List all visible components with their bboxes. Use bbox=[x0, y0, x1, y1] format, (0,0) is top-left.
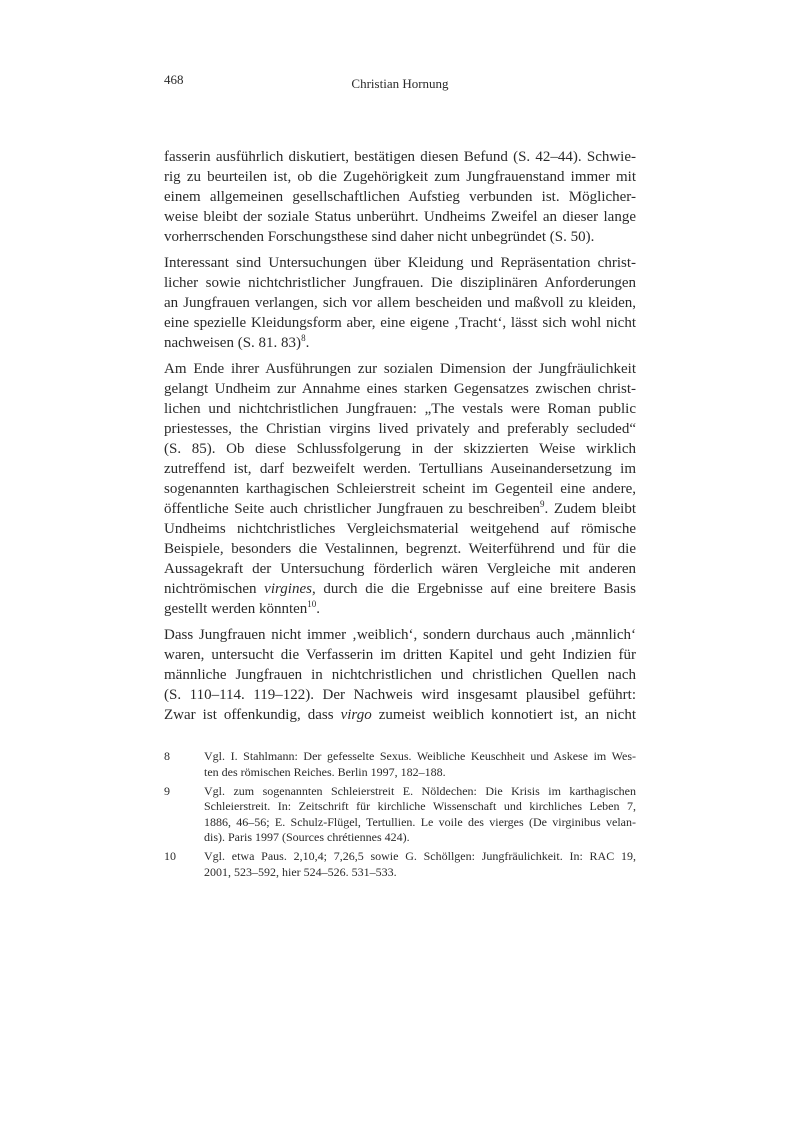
paragraph bbox=[164, 625, 636, 725]
text-line bbox=[164, 419, 636, 439]
footnote-line: 2001, 523–592, hier 524–526. 531–533. bbox=[204, 864, 397, 879]
text-line bbox=[164, 539, 636, 559]
italic-term: virgines bbox=[264, 581, 312, 597]
footnote-line: ten des römischen Reiches. Berlin 1997, 182–188. bbox=[204, 764, 446, 779]
text-line bbox=[164, 207, 636, 227]
text-line bbox=[164, 379, 636, 399]
text-segment: (S. 110–114. 119–122). Der Nachweis wird insgesamt plausibel geführt: bbox=[164, 687, 636, 703]
footnote-number: 9 bbox=[164, 783, 170, 798]
text-line bbox=[164, 459, 636, 479]
footnote-line: 1886, 46–56; E. Schulz-Flügel, Tertullien. Le voile des vierges (De virginibus velan- bbox=[204, 814, 636, 829]
text-segment: fasserin ausführlich diskutiert, bestätigen diesen Befund (S. 42–44). Schwie- bbox=[164, 149, 636, 165]
text-line bbox=[164, 665, 636, 685]
footnotes bbox=[164, 749, 636, 884]
text-segment: Aussagekraft der Untersuchung förderlich wären Vergleiche mit anderen bbox=[164, 561, 636, 577]
text-segment: lichen und nichtchristlichen Jungfrauen: „The vestals were Roman public bbox=[164, 401, 636, 417]
text-segment: licher sowie nichtchristlicher Jungfrauen. Die disziplinären Anforderungen bbox=[164, 275, 636, 291]
text-line bbox=[164, 599, 636, 619]
text-line bbox=[164, 187, 636, 207]
footnote-line: dis). Paris 1997 (Sources chrétiennes 424). bbox=[204, 830, 410, 844]
text-line bbox=[164, 313, 636, 333]
text-segment: vorherrschenden Forschungsthese sind daher nicht unbegründet (S. 50). bbox=[164, 229, 595, 245]
footnote-number: 10 bbox=[164, 849, 176, 863]
text-segment: . bbox=[305, 335, 310, 351]
text-segment: eine spezielle Kleidungsform aber, eine eigene ‚Tracht‘, lässt sich wohl nicht bbox=[164, 315, 636, 331]
text-line bbox=[164, 273, 636, 293]
text-line bbox=[164, 253, 636, 273]
footnote-line: Schleierstreit. In: Zeitschrift für kirchliche Wissenschaft und kirchliches Leben 7, bbox=[204, 799, 636, 813]
text-segment: gelangt Undheim zur Annahme eines starken Gegensatzes zwischen christ- bbox=[164, 381, 636, 397]
text-line bbox=[164, 645, 636, 665]
text-line bbox=[164, 705, 636, 725]
footnote bbox=[164, 784, 636, 846]
text-segment: (S. 85). Ob diese Schlussfolgerung in der skizzierten Weise wirklich bbox=[164, 441, 636, 457]
body-text bbox=[164, 147, 636, 731]
footnote-reference: 9 bbox=[540, 499, 545, 509]
footnote-line: Vgl. zum sogenannten Schleierstreit E. Nöldechen: Die Krisis im karthagischen bbox=[204, 783, 636, 798]
text-segment: männliche Jungfrauen in nichtchristlichen und christlichen Quellen nach bbox=[164, 667, 636, 683]
paragraph bbox=[164, 359, 636, 619]
text-segment: öffentliche Seite auch christlicher Jungfrauen zu beschreiben bbox=[164, 501, 541, 517]
footnote bbox=[164, 749, 636, 780]
text-line bbox=[164, 479, 636, 499]
footnote-number: 8 bbox=[164, 749, 170, 763]
text-segment: nachweisen (S. 81. 83) bbox=[164, 335, 302, 351]
text-line bbox=[164, 499, 636, 519]
text-segment: gestellt werden könnten bbox=[164, 601, 308, 617]
text-segment: nichtrömischen bbox=[164, 581, 265, 597]
text-segment: . Zudem bleibt bbox=[544, 501, 636, 517]
text-segment: sogenannten karthagischen Schleierstreit scheint im Gegenteil eine andere, bbox=[164, 481, 636, 497]
text-segment: Dass Jungfrauen nicht immer ‚weiblich‘, sondern durchaus auch ‚männlich‘ bbox=[164, 627, 636, 643]
text-line bbox=[164, 147, 636, 167]
text-line bbox=[164, 227, 636, 247]
text-segment: , durch die die Ergebnisse auf eine breitere Basis bbox=[311, 581, 636, 597]
text-segment: Am Ende ihrer Ausführungen zur sozialen Dimension der Jungfräulichkeit bbox=[164, 361, 636, 377]
text-line bbox=[164, 293, 636, 313]
text-line bbox=[164, 167, 636, 187]
text-segment: einem allgemeinen gesellschaftlichen Aufstieg verbunden ist. Möglicher- bbox=[164, 189, 636, 205]
text-segment: zumeist weiblich konnotiert ist, an nicht bbox=[371, 707, 636, 723]
italic-term: virgo bbox=[340, 707, 372, 723]
text-segment: weise bleibt der soziale Status unberührt. Undheims Zweifel an dieser lange bbox=[164, 209, 636, 225]
text-segment: zutreffend ist, darf bezweifelt werden. Tertullians Auseinandersetzung im bbox=[164, 461, 636, 477]
paragraph bbox=[164, 147, 636, 247]
text-line bbox=[164, 685, 636, 705]
running-head: Christian Hornung bbox=[351, 76, 449, 91]
text-line bbox=[164, 399, 636, 419]
text-line bbox=[164, 559, 636, 579]
text-line bbox=[164, 333, 636, 353]
text-segment: an Jungfrauen verlangen, sich vor allem bescheiden und maßvoll zu kleiden, bbox=[164, 295, 636, 311]
text-segment: Interessant sind Untersuchungen über Kleidung und Repräsentation christ- bbox=[164, 255, 636, 271]
text-segment: priestesses, the Christian virgins lived privately and preferably secluded“ bbox=[164, 421, 636, 437]
text-line bbox=[164, 579, 636, 599]
text-line bbox=[164, 625, 636, 645]
footnote-line: Vgl. I. Stahlmann: Der gefesselte Sexus. Weibliche Keuschheit und Askese im Wes- bbox=[204, 749, 636, 763]
text-segment: Undheims nichtchristliches Vergleichsmaterial weitgehend auf römische bbox=[164, 521, 636, 537]
text-segment: Zwar ist offenkundig, dass bbox=[164, 707, 341, 723]
footnote-reference: 8 bbox=[301, 333, 306, 343]
footnote bbox=[164, 849, 636, 880]
text-segment: rig zu beurteilen ist, ob die Zugehörigkeit zum Jungfrauenstand immer mit bbox=[164, 169, 636, 185]
text-line bbox=[164, 519, 636, 539]
footnote-line: Vgl. etwa Paus. 2,10,4; 7,26,5 sowie G. Schöllgen: Jungfräulichkeit. In: RAC 19, bbox=[204, 849, 636, 863]
paragraph bbox=[164, 253, 636, 353]
page-number: 468 bbox=[164, 72, 184, 87]
footnote-reference: 10 bbox=[307, 599, 317, 609]
text-segment: . bbox=[316, 601, 321, 617]
text-segment: waren, untersucht die Verfasserin im dritten Kapitel und geht Indizien für bbox=[164, 647, 636, 663]
text-line bbox=[164, 359, 636, 379]
text-line bbox=[164, 439, 636, 459]
text-segment: Beispiele, besonders die Vestalinnen, begrenzt. Weiterführend und für die bbox=[164, 541, 636, 557]
